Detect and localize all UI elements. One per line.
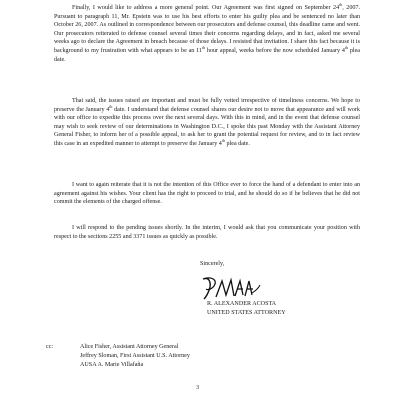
paragraph-review (54, 97, 360, 149)
ordinal-suffix: th (109, 103, 113, 109)
paragraph-text: That said, the issues raised are important and must be fully vetted irrespective of timeliness concerns. We hope to preserve the January 4 (54, 98, 360, 113)
paragraph-timeline (54, 1, 360, 64)
cc-recipient: Alice Fisher, Assistant Attorney General (80, 344, 179, 350)
paragraph-response: I will respond to the pending issues shortly. In the interim, I would ask that you communicate your position with respect to the sections 2255 and 3371 issues as quickly as possible. (54, 225, 360, 240)
paragraph-text: plea date. (54, 47, 360, 63)
paragraph-intention: I want to again reiterate that it is not the intention of this Office ever to force the hand of a defendant to enter into an agreement against his wishes. Your client has the right to proceed to trial, and he should do so if he believes that he did not commit the elements of the charged offense. (54, 182, 360, 206)
ordinal-suffix: th (344, 44, 349, 50)
ordinal-suffix: th (221, 137, 225, 143)
ordinal-suffix: th (339, 1, 343, 7)
paragraph-text: plea date. (224, 140, 250, 147)
paragraph-text: hour appeal, weeks before the now scheduled January 4 (205, 47, 345, 54)
cc-recipient: Jeffrey Sloman, First Assistant U.S. Attorney (80, 353, 190, 359)
signer-name: R. ALEXANDER ACOSTA (207, 301, 277, 307)
ordinal-suffix: th (201, 44, 206, 50)
signer-title: UNITED STATES ATTORNEY (207, 310, 286, 316)
paragraph-text: date. I understand that defense counsel shares our desire not to move that appearance and will work with our office to expedite this process over the next several days. With this in mind, and in the event that defense counsel may wish to seek review of our determinations in Washington D.C., I spoke this past Monday with the Assistant Attorney General Fisher, to inform her of a possible appeal, to ask her to grant the potential request for review, and to in fact review this case in an expedited manner to attempt to preserve the January 4 (54, 106, 360, 147)
signature-image (198, 275, 262, 301)
paragraph-text: , 2007. Pursuant to paragraph 11, Mr. Epstein was to use his best efforts to enter his guilty plea and be sentenced no later than October 26, 2007. As outlined in correspondence between our prosecutors and defense counsel, this deadline came and went. Our prosecutors reiterated to defense counsel several times their concerns regarding delays, and in fact, asked me several weeks ago to declare the Agreement in breach because of those delays. I resisted that invitation. I share this fact because it is background to my frustration with what appears to be an 11 (54, 5, 360, 54)
page-number: 3 (196, 385, 200, 391)
closing-salutation: Sincerely, (200, 261, 225, 267)
cc-label: cc: (46, 344, 54, 350)
cc-recipient: AUSA A. Marie Villafaña (80, 362, 144, 368)
paragraph-text: Finally, I would like to address a more general point. Our Agreement was first signed on September 24 (72, 5, 340, 11)
